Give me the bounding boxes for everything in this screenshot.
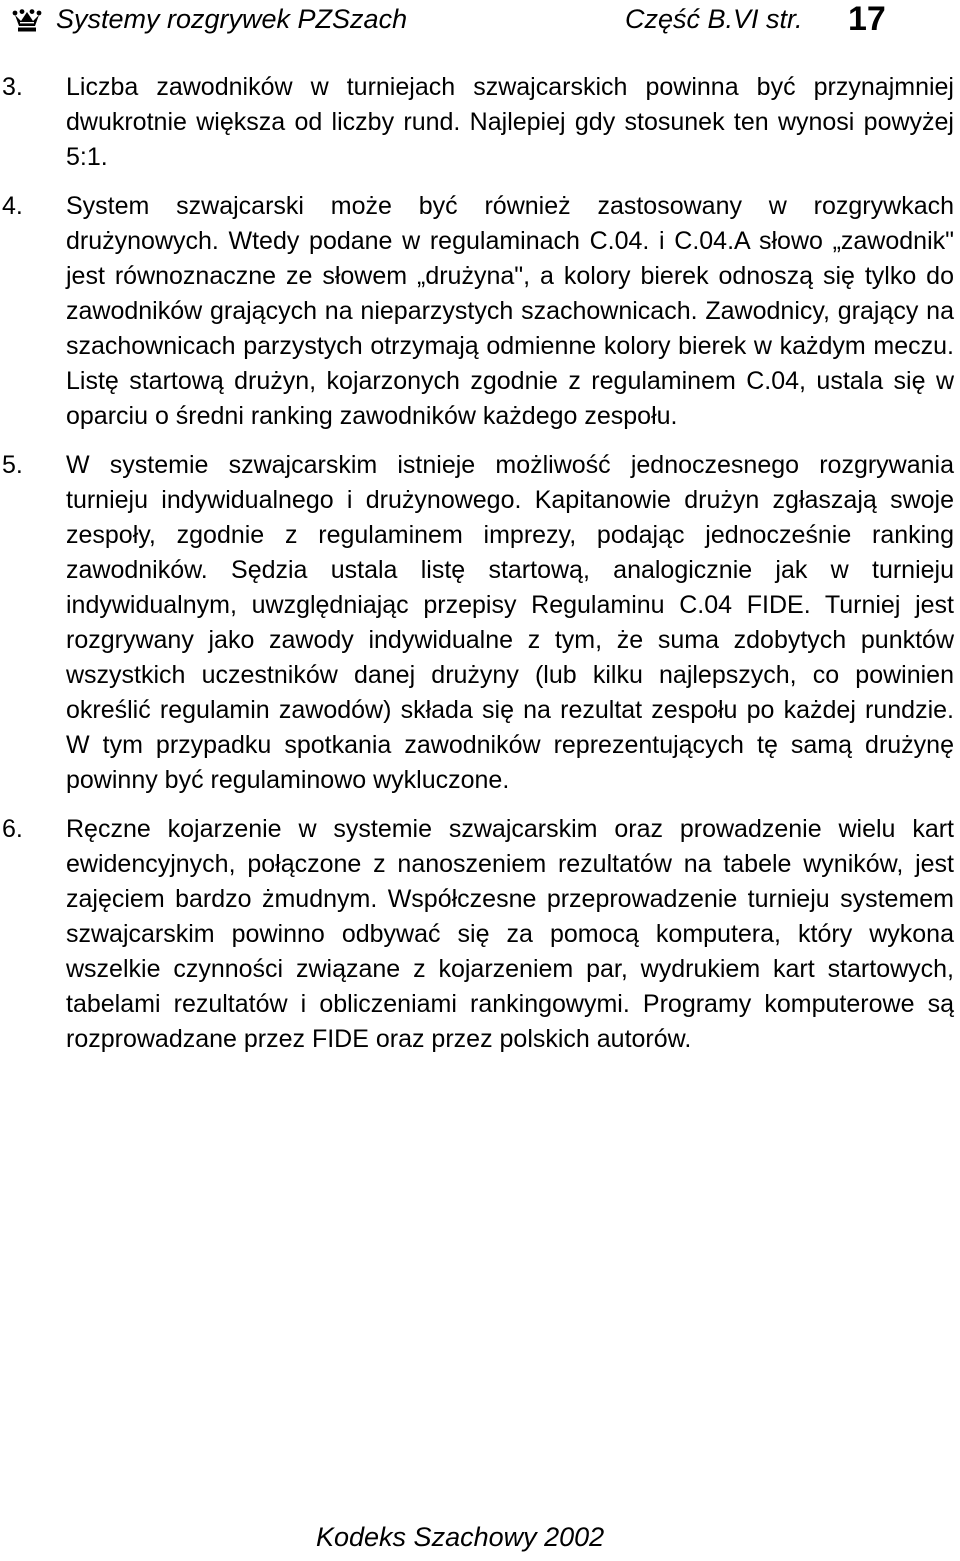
- item-text: Ręczne kojarzenie w systemie szwajcarskim oraz prowadzenie wielu kart ewidencyjnych, połączone z nanoszeniem rezultatów na tabele wyników, jest zajęciem bardzo żmudnym. Współczesne przeprowadzenie turnieju systemem szwajcarskim powinno odbywać się za pomocą komputera, który wykona wszelkie czynności związane z kojarzeniem par, wydrukiem kart startowych, tabelami rezultatów i obliczeniami rankingowymi. Programy komputerowe są rozprowadzane przez FIDE oraz przez polskich autorów.: [66, 815, 954, 1053]
- numbered-list: [0, 70, 960, 1071]
- item-number: 5.: [2, 451, 23, 479]
- section-reference: Część B.VI str.: [625, 4, 803, 34]
- page-header: [0, 0, 960, 42]
- list-item: [0, 448, 960, 798]
- item-number: 4.: [2, 192, 23, 220]
- page-footer: Kodeks Szachowy 2002: [316, 1522, 605, 1552]
- list-item: [0, 189, 960, 434]
- item-number: 6.: [2, 815, 23, 843]
- page-number: 17: [848, 0, 886, 38]
- item-text: W systemie szwajcarskim istnieje możliwość jednoczesnego rozgrywania turnieju indywidualnego i drużynowego. Kapitanowie drużyn zgłaszają swoje zespoły, zgodnie z regulaminem imprezy, podając jednocześnie ranking zawodników. Sędzia ustala listę startową, analogicznie jak w turnieju indywidualnym, uwzględniając przepisy Regulaminu C.04 FIDE. Turniej jest rozgrywany jako zawody indywidualne z tym, że suma zdobytych punktów wszystkich uczestników danej drużyny (lub kilku najlepszych, co powinien określić regulamin zawodów) składa się na rezultat zespołu po każdej rundzie. W tym przypadku spotkania zawodników reprezentujących tę samą drużynę powinny być regulaminowo wykluczone.: [66, 451, 954, 794]
- item-text: System szwajcarski może być również zastosowany w rozgrywkach drużynowych. Wtedy podane w regulaminach C.04. i C.04.A słowo „zawodnik" jest równoznaczne ze słowem „drużyna", a kolory bierek odnoszą się tylko do zawodników grających na nieparzystych szachownicach. Zawodnicy, grający na szachownicach parzystych otrzymają odmienne kolory bierek w każdym meczu. Listę startową drużyn, kojarzonych zgodnie z regulaminem C.04, ustala się w oparciu o średni ranking zawodników każdego zespołu.: [66, 192, 954, 430]
- crown-icon: [12, 9, 42, 33]
- list-item: [0, 812, 960, 1057]
- item-number: 3.: [2, 73, 23, 101]
- item-text: Liczba zawodników w turniejach szwajcarskich powinna być przynajmniej dwukrotnie większa od liczby rund. Najlepiej gdy stosunek ten wynosi powyżej 5:1.: [66, 73, 954, 171]
- list-item: [0, 70, 960, 175]
- document-title: Systemy rozgrywek PZSzach: [56, 4, 408, 34]
